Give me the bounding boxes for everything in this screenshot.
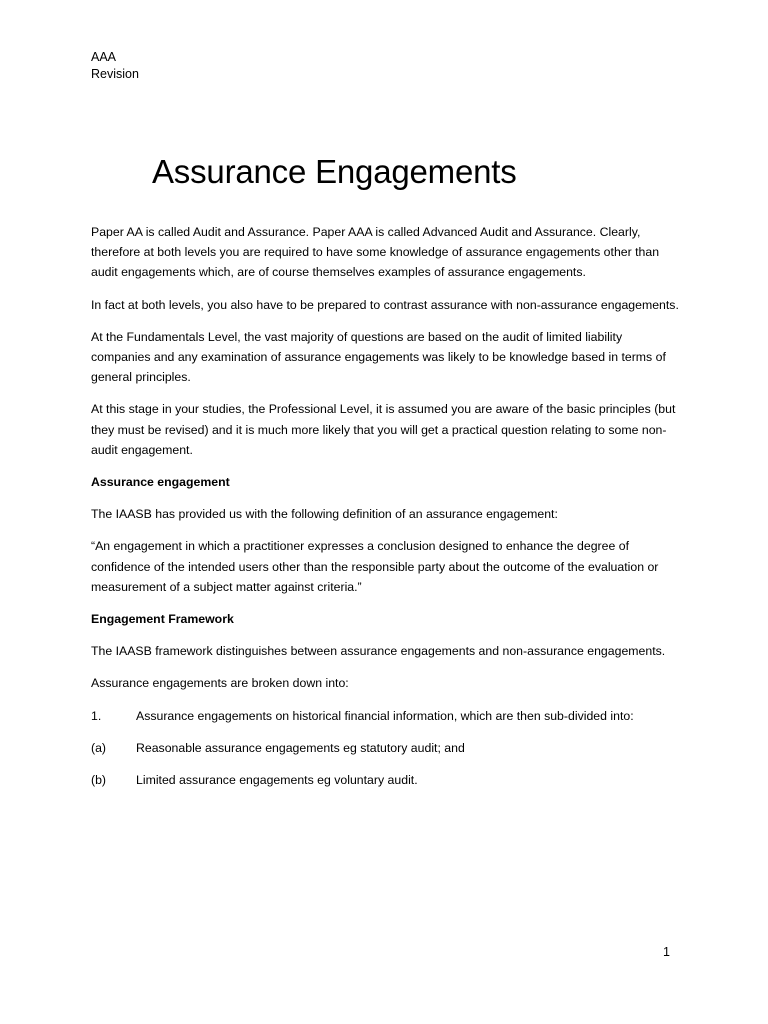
paragraph-contrast: In fact at both levels, you also have to be prepared to contrast assurance with non-assurance engagements.	[91, 297, 679, 312]
section-heading-framework: Engagement Framework	[91, 612, 234, 627]
list-text: Assurance engagements on historical financial information, which are then sub-divided into:	[136, 708, 634, 723]
list-item	[91, 770, 681, 790]
list-marker: (b)	[91, 773, 107, 788]
definition-quote: “An engagement in which a practitioner expresses a conclusion designed to enhance the degree of confidence of the intended users other than the responsible party about the outcome of the evaluation or measurement of a subject matter against criteria.”	[91, 539, 659, 594]
document-title: Assurance Engagements	[152, 153, 517, 190]
section-heading-assurance: Assurance engagement	[91, 475, 230, 490]
paragraph-definition-intro: The IAASB has provided us with the following definition of an assurance engagement:	[91, 507, 558, 522]
list-text: Limited assurance engagements eg voluntary audit.	[136, 773, 418, 788]
header-course: AAA	[91, 50, 117, 64]
paragraph-professional: At this stage in your studies, the Professional Level, it is assumed you are aware of the basic principles (but they must be revised) and it is much more likely that you will get a practical question relating to some non-audit engagement.	[91, 402, 676, 457]
list-marker: 1.	[91, 708, 102, 723]
header-subtitle: Revision	[91, 67, 139, 81]
document-body	[91, 222, 681, 802]
list-marker: (a)	[91, 740, 107, 755]
paragraph-fundamentals: At the Fundamentals Level, the vast majority of questions are based on the audit of limited liability companies and any examination of assurance engagements was likely to be knowledge based in terms of general principles.	[91, 329, 666, 385]
list-text: Reasonable assurance engagements eg statutory audit; and	[136, 740, 465, 755]
page-header	[91, 49, 139, 83]
list-item	[91, 706, 681, 726]
paragraph-intro: Paper AA is called Audit and Assurance. Paper AAA is called Advanced Audit and Assurance. Clearly, therefore at both levels you are required to have some knowledge of assurance engagements other than audit engagements which, are of course themselves examples of assurance engagements.	[91, 225, 660, 280]
paragraph-breakdown: Assurance engagements are broken down into:	[91, 676, 349, 691]
list-item	[91, 738, 681, 758]
paragraph-framework: The IAASB framework distinguishes between assurance engagements and non-assurance engagements.	[91, 644, 666, 659]
page-number: 1	[663, 945, 670, 959]
